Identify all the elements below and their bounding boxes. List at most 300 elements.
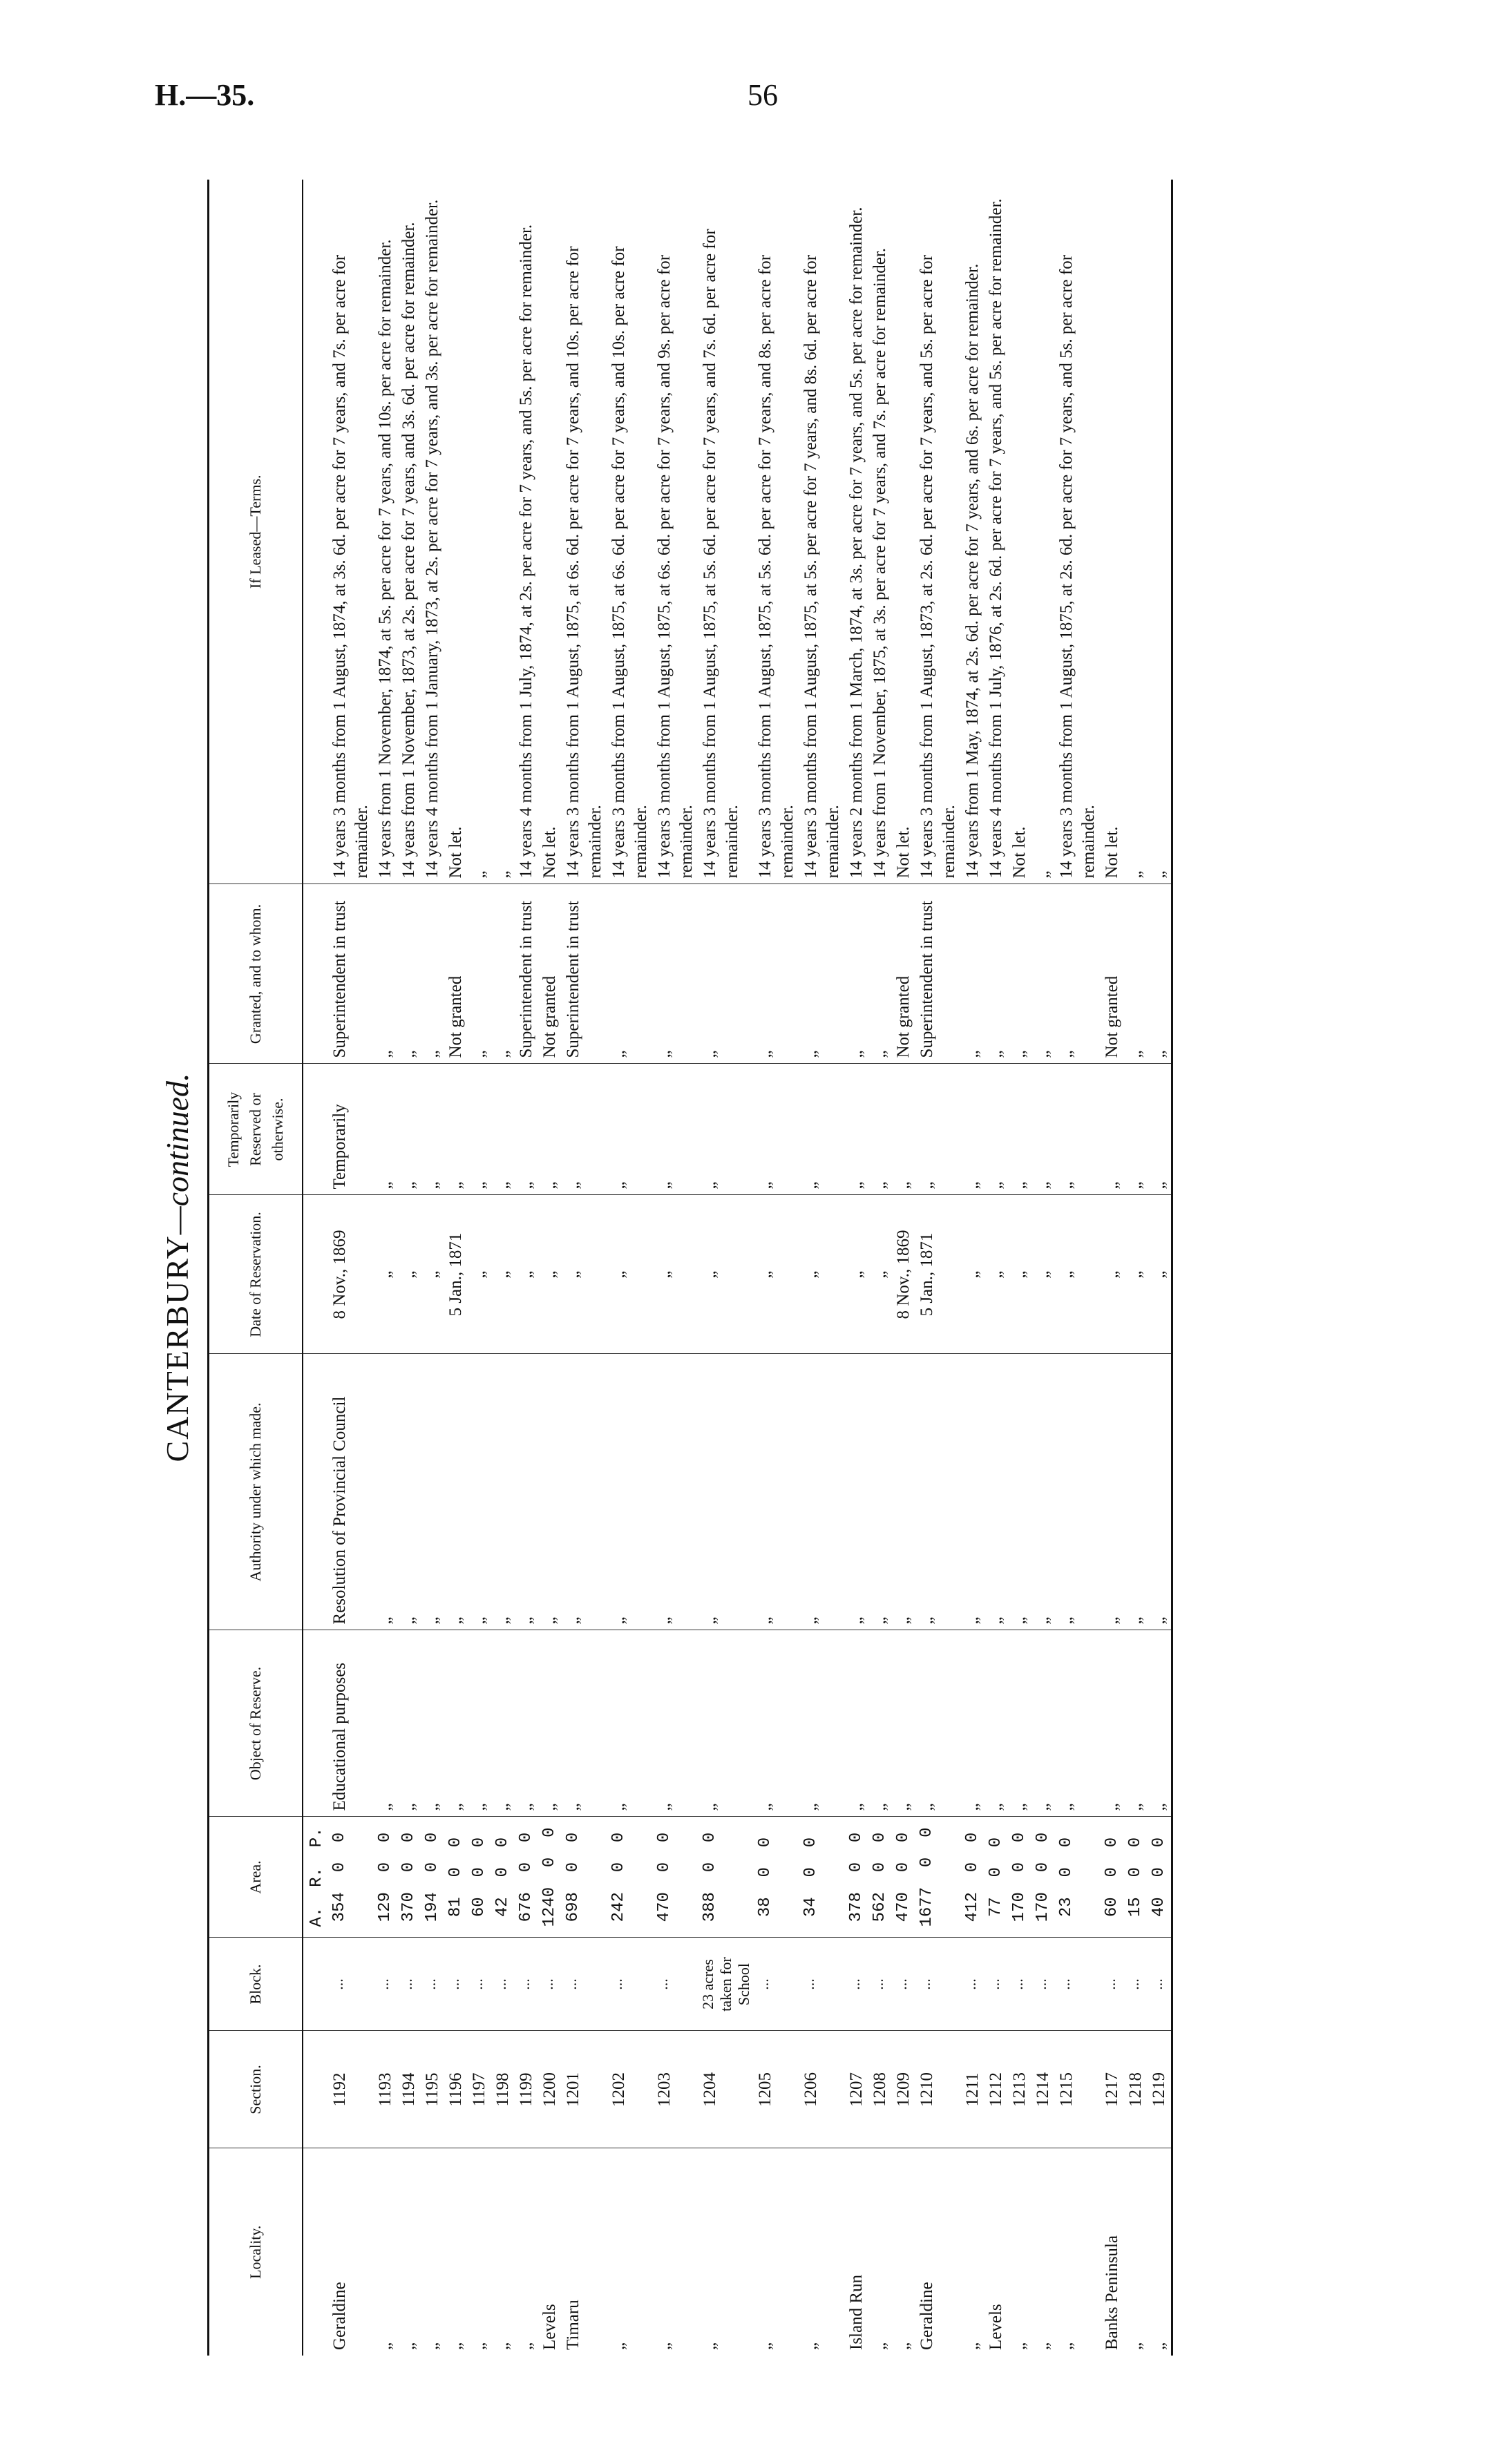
row-authority: „ — [868, 1354, 892, 1630]
row-authority: „ — [985, 1354, 1008, 1630]
row-date: „ — [1101, 1195, 1124, 1354]
row-reserved: „ — [915, 1064, 961, 1195]
row-locality: „ — [963, 2342, 982, 2350]
row-reserved: „ — [799, 1064, 845, 1195]
row-object: „ — [1008, 1630, 1031, 1817]
row-date: „ — [985, 1195, 1008, 1354]
row-terms: 14 years 3 months from 1 August, 1875, at 6s. 6d. per acre for 7 years, and 10s. per acre for remainder. — [607, 180, 653, 884]
row-reserved: „ — [538, 1064, 562, 1195]
row-terms: 14 years 3 months from 1 August, 1875, at 6s. 6d. per acre for 7 years, and 9s. per acre for remainder. — [653, 180, 698, 884]
row-locality: Timaru — [564, 2300, 582, 2350]
row-block: 23 acres taken for School — [698, 1938, 754, 2031]
row-section: 1211 — [961, 2031, 985, 2148]
row-granted: „ — [468, 884, 491, 1064]
table-row — [1124, 180, 1148, 2356]
row-authority: „ — [915, 1354, 961, 1630]
row-area: 1240 0 0 — [538, 1817, 562, 1938]
row-terms: 14 years 4 months from 1 July, 1876, at 2s. 6d. per acre for 7 years, and 5s. per acre for remainder. — [985, 180, 1008, 884]
row-area: 676 0 0 — [515, 1817, 538, 1938]
row-object: „ — [491, 1630, 515, 1817]
row-locality: „ — [1057, 2342, 1076, 2350]
row-date: „ — [562, 1195, 607, 1354]
row-authority: „ — [1055, 1354, 1101, 1630]
row-object: „ — [961, 1630, 985, 1817]
table-row — [397, 180, 421, 2356]
row-granted: „ — [698, 884, 754, 1064]
row-reserved: „ — [1031, 1064, 1055, 1195]
row-block: ... — [562, 1938, 607, 2031]
row-authority: „ — [397, 1354, 421, 1630]
row-reserved: „ — [374, 1064, 397, 1195]
row-date: „ — [397, 1195, 421, 1354]
row-area: 242 0 0 — [607, 1817, 653, 1938]
row-authority: Resolution of Provincial Council — [328, 1354, 374, 1630]
row-area: 388 0 0 — [698, 1817, 754, 1938]
row-section: 1194 — [397, 2031, 421, 2148]
table-title — [159, 180, 196, 2356]
table-row — [1148, 180, 1172, 2356]
row-block: ... — [468, 1938, 491, 2031]
row-terms: Not let. — [892, 180, 915, 884]
row-granted: „ — [1031, 884, 1055, 1064]
row-block: ... — [653, 1938, 698, 2031]
col-header-reserved: Temporarily Reserved or otherwise. — [209, 1064, 303, 1195]
col-header-date: Date of Reservation. — [209, 1195, 303, 1354]
row-authority: „ — [1101, 1354, 1124, 1630]
row-authority: „ — [1124, 1354, 1148, 1630]
row-object: „ — [1124, 1630, 1148, 1817]
table-row — [1101, 180, 1124, 2356]
row-object: „ — [444, 1630, 468, 1817]
row-date: „ — [421, 1195, 444, 1354]
row-date: 5 Jan., 1871 — [915, 1195, 961, 1354]
row-section: 1205 — [754, 2031, 799, 2148]
row-section: 1210 — [915, 2031, 961, 2148]
row-section: 1218 — [1124, 2031, 1148, 2148]
row-date: „ — [698, 1195, 754, 1354]
row-object: „ — [397, 1630, 421, 1817]
row-section: 1206 — [799, 2031, 845, 2148]
row-area: 81 0 0 — [444, 1817, 468, 1938]
row-section: 1197 — [468, 2031, 491, 2148]
table-row — [562, 180, 607, 2356]
row-section: 1209 — [892, 2031, 915, 2148]
table-row — [607, 180, 653, 2356]
row-section: 1192 — [328, 2031, 374, 2148]
col-header-block: Block. — [209, 1938, 303, 2031]
row-area: 42 0 0 — [491, 1817, 515, 1938]
row-locality: „ — [493, 2342, 512, 2350]
row-date: „ — [754, 1195, 799, 1354]
row-authority: „ — [698, 1354, 754, 1630]
row-block: ... — [845, 1938, 868, 2031]
row-granted: „ — [653, 884, 698, 1064]
row-date: „ — [868, 1195, 892, 1354]
row-locality: „ — [470, 2342, 488, 2350]
row-locality: Geraldine — [917, 2282, 936, 2350]
table-row — [915, 180, 961, 2356]
row-area: 194 0 0 — [421, 1817, 444, 1938]
row-terms: 14 years from 1 May, 1874, at 2s. 6d. per acre for 7 years, and 6s. per acre for remainder. — [961, 180, 985, 884]
row-authority: „ — [1031, 1354, 1055, 1630]
row-block: ... — [892, 1938, 915, 2031]
table-row — [985, 180, 1008, 2356]
row-granted: „ — [421, 884, 444, 1064]
row-object: „ — [1031, 1630, 1055, 1817]
row-granted: „ — [1055, 884, 1101, 1064]
row-block: ... — [1101, 1938, 1124, 2031]
table-header-row — [209, 180, 303, 2356]
row-locality: Geraldine — [330, 2282, 349, 2350]
row-date: „ — [1148, 1195, 1172, 1354]
row-section: 1204 — [698, 2031, 754, 2148]
row-terms: „ — [1124, 180, 1148, 884]
reserves-table — [207, 180, 1173, 2356]
table-row — [1008, 180, 1031, 2356]
col-header-object: Object of Reserve. — [209, 1630, 303, 1817]
row-section: 1217 — [1101, 2031, 1124, 2148]
row-reserved: „ — [698, 1064, 754, 1195]
row-section: 1201 — [562, 2031, 607, 2148]
row-terms: 14 years from 1 November, 1874, at 5s. per acre for 7 years, and 10s. per acre for remainder. — [374, 180, 397, 884]
row-authority: „ — [799, 1354, 845, 1630]
row-block: ... — [397, 1938, 421, 2031]
row-section: 1193 — [374, 2031, 397, 2148]
row-reserved: Temporarily — [328, 1064, 374, 1195]
row-block: ... — [444, 1938, 468, 2031]
row-section: 1212 — [985, 2031, 1008, 2148]
row-locality: „ — [609, 2342, 628, 2350]
row-terms: „ — [1148, 180, 1172, 884]
row-reserved: „ — [515, 1064, 538, 1195]
row-granted: „ — [754, 884, 799, 1064]
row-block: ... — [1124, 1938, 1148, 2031]
col-header-granted: Granted, and to whom. — [209, 884, 303, 1064]
col-header-terms: If Leased—Terms. — [209, 180, 303, 884]
row-authority: „ — [892, 1354, 915, 1630]
area-units-row — [303, 180, 328, 2356]
row-date: „ — [845, 1195, 868, 1354]
table-row — [799, 180, 845, 2356]
row-terms: Not let. — [538, 180, 562, 884]
row-locality: „ — [871, 2342, 889, 2350]
row-date: „ — [1124, 1195, 1148, 1354]
table-row — [961, 180, 985, 2356]
row-date: „ — [961, 1195, 985, 1354]
page-header-reference: H.—35. — [155, 78, 255, 112]
row-area: 60 0 0 — [1101, 1817, 1124, 1938]
row-authority: „ — [515, 1354, 538, 1630]
row-authority: „ — [491, 1354, 515, 1630]
title-suffix: —continued. — [160, 1073, 195, 1235]
row-area: 77 0 0 — [985, 1817, 1008, 1938]
row-block: ... — [374, 1938, 397, 2031]
row-locality: „ — [446, 2342, 465, 2350]
row-object: Educational purposes — [328, 1630, 374, 1817]
row-object: „ — [868, 1630, 892, 1817]
row-object: „ — [799, 1630, 845, 1817]
row-granted: „ — [1124, 884, 1148, 1064]
row-reserved: „ — [444, 1064, 468, 1195]
row-authority: „ — [961, 1354, 985, 1630]
row-object: „ — [1101, 1630, 1124, 1817]
row-reserved: „ — [961, 1064, 985, 1195]
row-section: 1203 — [653, 2031, 698, 2148]
row-date: „ — [1055, 1195, 1101, 1354]
row-granted: Superintendent in trust — [562, 884, 607, 1064]
row-area: 129 0 0 — [374, 1817, 397, 1938]
row-authority: „ — [754, 1354, 799, 1630]
row-section: 1200 — [538, 2031, 562, 2148]
table-row — [468, 180, 491, 2356]
row-block: ... — [607, 1938, 653, 2031]
row-date: 8 Nov., 1869 — [892, 1195, 915, 1354]
row-reserved: „ — [491, 1064, 515, 1195]
row-object: „ — [845, 1630, 868, 1817]
row-area: 38 0 0 — [754, 1817, 799, 1938]
row-reserved: „ — [397, 1064, 421, 1195]
row-locality: „ — [756, 2342, 774, 2350]
row-date: „ — [374, 1195, 397, 1354]
row-terms: 14 years 3 months from 1 August, 1875, at 5s. per acre for 7 years, and 8s. 6d. per acre for remainder. — [799, 180, 845, 884]
title-main: CANTERBURY — [160, 1234, 195, 1462]
row-area: 370 0 0 — [397, 1817, 421, 1938]
row-granted: „ — [607, 884, 653, 1064]
row-block: ... — [1031, 1938, 1055, 2031]
row-date: „ — [1008, 1195, 1031, 1354]
row-granted: Not granted — [444, 884, 468, 1064]
row-section: 1199 — [515, 2031, 538, 2148]
row-reserved: „ — [1124, 1064, 1148, 1195]
row-authority: „ — [468, 1354, 491, 1630]
row-granted: „ — [799, 884, 845, 1064]
row-authority: „ — [1008, 1354, 1031, 1630]
row-locality: „ — [399, 2342, 418, 2350]
row-locality: Island Run — [847, 2274, 866, 2350]
row-date: „ — [491, 1195, 515, 1354]
row-terms: 14 years from 1 November, 1875, at 3s. per acre for 7 years, and 7s. per acre for remainder. — [868, 180, 892, 884]
row-object: „ — [985, 1630, 1008, 1817]
row-terms: Not let. — [444, 180, 468, 884]
row-granted: „ — [491, 884, 515, 1064]
row-area: 40 0 0 — [1148, 1817, 1172, 1938]
row-authority: „ — [845, 1354, 868, 1630]
row-date: 8 Nov., 1869 — [328, 1195, 374, 1354]
row-locality: „ — [376, 2342, 394, 2350]
row-block: ... — [868, 1938, 892, 2031]
row-granted: Superintendent in trust — [915, 884, 961, 1064]
row-object: „ — [374, 1630, 397, 1817]
row-area: 412 0 0 — [961, 1817, 985, 1938]
row-reserved: „ — [1148, 1064, 1172, 1195]
row-reserved: „ — [468, 1064, 491, 1195]
row-date: „ — [1031, 1195, 1055, 1354]
row-reserved: „ — [892, 1064, 915, 1195]
area-units: A. R. P. — [303, 1817, 328, 1938]
row-area: 34 0 0 — [799, 1817, 845, 1938]
row-terms: 14 years 3 months from 1 August, 1875, at 5s. 6d. per acre for 7 years, and 8s. per acre for remainder. — [754, 180, 799, 884]
row-granted: Not granted — [892, 884, 915, 1064]
table-row — [328, 180, 374, 2356]
row-locality: „ — [1010, 2342, 1029, 2350]
row-terms: 14 years 4 months from 1 January, 1873, at 2s. per acre for 7 years, and 3s. per acre for remainder. — [421, 180, 444, 884]
row-authority: „ — [607, 1354, 653, 1630]
row-object: „ — [698, 1630, 754, 1817]
row-section: 1196 — [444, 2031, 468, 2148]
table-row — [868, 180, 892, 2356]
row-locality: „ — [1126, 2342, 1145, 2350]
row-reserved: „ — [421, 1064, 444, 1195]
row-area: 470 0 0 — [653, 1817, 698, 1938]
table-row — [1055, 180, 1101, 2356]
table-row — [491, 180, 515, 2356]
table-row — [374, 180, 397, 2356]
row-date: „ — [799, 1195, 845, 1354]
row-area: 354 0 0 — [328, 1817, 374, 1938]
row-granted: „ — [961, 884, 985, 1064]
row-area: 23 0 0 — [1055, 1817, 1101, 1938]
row-date: „ — [607, 1195, 653, 1354]
row-reserved: „ — [1101, 1064, 1124, 1195]
row-section: 1213 — [1008, 2031, 1031, 2148]
row-granted: „ — [1008, 884, 1031, 1064]
row-locality: „ — [423, 2342, 441, 2350]
row-block: ... — [1008, 1938, 1031, 2031]
row-block: ... — [754, 1938, 799, 2031]
row-authority: „ — [444, 1354, 468, 1630]
row-reserved: „ — [1055, 1064, 1101, 1195]
row-area: 562 0 0 — [868, 1817, 892, 1938]
row-section: 1214 — [1031, 2031, 1055, 2148]
row-granted: Not granted — [538, 884, 562, 1064]
row-date: „ — [653, 1195, 698, 1354]
row-terms: 14 years 2 months from 1 March, 1874, at 3s. per acre for 7 years, and 5s. per acre for remainder. — [845, 180, 868, 884]
row-terms: Not let. — [1101, 180, 1124, 884]
row-granted: „ — [845, 884, 868, 1064]
row-granted: Not granted — [1101, 884, 1124, 1064]
row-terms: 14 years 3 months from 1 August, 1874, at 3s. 6d. per acre for 7 years, and 7s. per acre for remainder. — [328, 180, 374, 884]
row-block: ... — [515, 1938, 538, 2031]
row-object: „ — [421, 1630, 444, 1817]
row-granted: „ — [868, 884, 892, 1064]
row-object: „ — [515, 1630, 538, 1817]
row-locality: „ — [655, 2342, 674, 2350]
row-object: „ — [892, 1630, 915, 1817]
row-area: 378 0 0 — [845, 1817, 868, 1938]
row-locality: „ — [517, 2342, 535, 2350]
row-reserved: „ — [754, 1064, 799, 1195]
row-block: ... — [1148, 1938, 1172, 2031]
row-object: „ — [653, 1630, 698, 1817]
row-locality: „ — [701, 2342, 719, 2350]
row-authority: „ — [653, 1354, 698, 1630]
col-header-authority: Authority under which made. — [209, 1354, 303, 1630]
row-terms: 14 years 3 months from 1 August, 1875, at 5s. 6d. per acre for 7 years, and 7s. 6d. per acre for remainder. — [698, 180, 754, 884]
row-terms: 14 years 3 months from 1 August, 1873, at 2s. 6d. per acre for 7 years, and 5s. per acre for remainder. — [915, 180, 961, 884]
row-date: „ — [468, 1195, 491, 1354]
table-row — [892, 180, 915, 2356]
row-terms: „ — [1031, 180, 1055, 884]
row-authority: „ — [562, 1354, 607, 1630]
row-block: ... — [799, 1938, 845, 2031]
row-reserved: „ — [607, 1064, 653, 1195]
row-section: 1207 — [845, 2031, 868, 2148]
row-locality: Levels — [987, 2304, 1005, 2350]
table-row — [444, 180, 468, 2356]
row-terms: 14 years 4 months from 1 July, 1874, at 2s. per acre for 7 years, and 5s. per acre for remainder. — [515, 180, 538, 884]
row-section: 1208 — [868, 2031, 892, 2148]
row-reserved: „ — [653, 1064, 698, 1195]
row-object: „ — [538, 1630, 562, 1817]
row-granted: „ — [1148, 884, 1172, 1064]
row-terms: 14 years 3 months from 1 August, 1875, at 2s. 6d. per acre for 7 years, and 5s. per acre for remainder. — [1055, 180, 1101, 884]
row-object: „ — [562, 1630, 607, 1817]
table-row — [515, 180, 538, 2356]
table-row — [754, 180, 799, 2356]
row-authority: „ — [538, 1354, 562, 1630]
row-area: 15 0 0 — [1124, 1817, 1148, 1938]
row-reserved: „ — [985, 1064, 1008, 1195]
row-section: 1198 — [491, 2031, 515, 2148]
row-block: ... — [491, 1938, 515, 2031]
page-number: 56 — [748, 78, 778, 112]
row-terms: 14 years from 1 November, 1873, at 2s. per acre for 7 years, and 3s. 6d. per acre for remainder. — [397, 180, 421, 884]
row-area: 170 0 0 — [1008, 1817, 1031, 1938]
row-locality: „ — [894, 2342, 913, 2350]
table-row — [698, 180, 754, 2356]
row-authority: „ — [421, 1354, 444, 1630]
row-terms: Not let. — [1008, 180, 1031, 884]
table-row — [421, 180, 444, 2356]
row-date: „ — [538, 1195, 562, 1354]
row-object: „ — [915, 1630, 961, 1817]
row-locality: „ — [801, 2342, 820, 2350]
row-locality: „ — [1034, 2342, 1052, 2350]
row-section: 1219 — [1148, 2031, 1172, 2148]
table-row — [538, 180, 562, 2356]
row-reserved: „ — [1008, 1064, 1031, 1195]
row-area: 698 0 0 — [562, 1817, 607, 1938]
row-terms: 14 years 3 months from 1 August, 1875, at 6s. 6d. per acre for 7 years, and 10s. per acre for remainder. — [562, 180, 607, 884]
row-block: ... — [328, 1938, 374, 2031]
row-date: 5 Jan., 1871 — [444, 1195, 468, 1354]
row-granted: „ — [374, 884, 397, 1064]
row-object: „ — [1055, 1630, 1101, 1817]
row-terms: „ — [468, 180, 491, 884]
row-block: ... — [421, 1938, 444, 2031]
row-locality: Levels — [540, 2304, 559, 2350]
row-area: 60 0 0 — [468, 1817, 491, 1938]
row-granted: Superintendent in trust — [515, 884, 538, 1064]
row-object: „ — [1148, 1630, 1172, 1817]
row-block: ... — [1055, 1938, 1101, 2031]
row-granted: Superintendent in trust — [328, 884, 374, 1064]
row-authority: „ — [1148, 1354, 1172, 1630]
col-header-area: Area. — [209, 1817, 303, 1938]
col-header-locality: Locality. — [209, 2148, 303, 2356]
row-locality: „ — [1148, 2148, 1172, 2356]
row-object: „ — [468, 1630, 491, 1817]
col-header-section: Section. — [209, 2031, 303, 2148]
table-row — [1031, 180, 1055, 2356]
row-section: 1215 — [1055, 2031, 1101, 2148]
row-terms: „ — [491, 180, 515, 884]
row-section: 1202 — [607, 2031, 653, 2148]
row-object: „ — [607, 1630, 653, 1817]
row-granted: „ — [985, 884, 1008, 1064]
row-reserved: „ — [868, 1064, 892, 1195]
row-block: ... — [538, 1938, 562, 2031]
